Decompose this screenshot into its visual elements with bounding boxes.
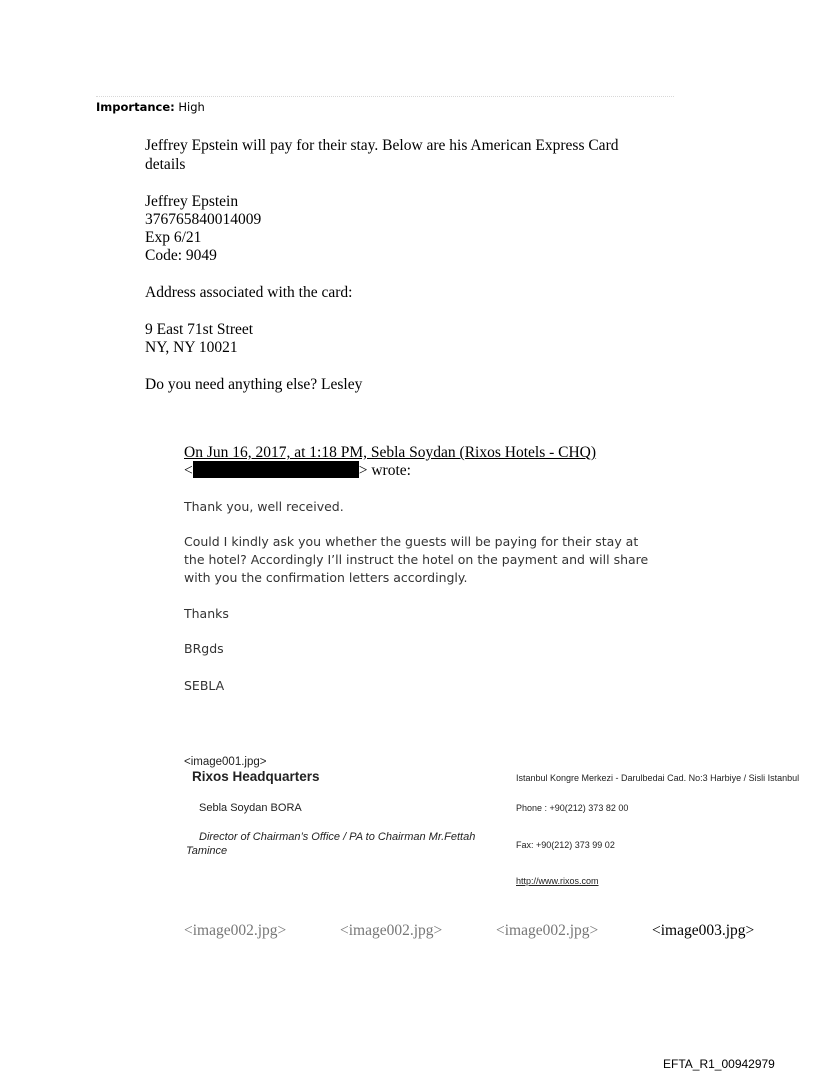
image-placeholder-1: <image002.jpg> (184, 922, 287, 939)
website-link[interactable]: http://www.rixos.com (516, 876, 599, 886)
company-name: Rixos Headquarters (192, 769, 320, 784)
signature-title-line-2: Tamince (186, 845, 228, 857)
document-id: EFTA_R1_00942979 (663, 1057, 775, 1071)
quoted-brgds: BRgds (184, 641, 224, 656)
address-intro: Address associated with the card: (145, 284, 353, 301)
body-line-2: details (145, 156, 186, 173)
quoted-paragraph-2-line-3: with you the confirmation letters accordingly. (184, 570, 468, 585)
quoted-signoff: SEBLA (184, 678, 225, 693)
card-holder-name: Jeffrey Epstein (145, 193, 239, 210)
address-line-1: 9 East 71st Street (145, 321, 254, 338)
card-code: Code: 9049 (145, 247, 217, 264)
importance-line (96, 100, 205, 114)
header-divider (96, 96, 674, 97)
quoted-header-open: < (184, 462, 193, 479)
quoted-paragraph-1: Thank you, well received. (184, 499, 344, 514)
quoted-paragraph-2-line-2: the hotel? Accordingly I’ll instruct the hotel on the payment and will share (184, 552, 649, 567)
closing-line: Do you need anything else? Lesley (145, 376, 363, 393)
card-number: 376765840014009 (145, 211, 262, 228)
signature-image-placeholder: <image001.jpg> (184, 756, 267, 768)
quoted-thanks: Thanks (184, 606, 229, 621)
quoted-header-line-1: On Jun 16, 2017, at 1:18 PM, Sebla Soydan (Rixos Hotels - CHQ) (184, 444, 597, 461)
signature-fax: Fax: +90(212) 373 99 02 (516, 840, 615, 850)
quoted-header-close: > wrote: (358, 462, 411, 479)
redaction-box (193, 461, 359, 478)
signature-phone: Phone : +90(212) 373 82 00 (516, 803, 629, 813)
company-address: Istanbul Kongre Merkezi - Darulbedai Cad. No:3 Harbiye / Sisli Istanbul (516, 773, 800, 783)
importance-label: Importance: (96, 100, 175, 114)
image-placeholder-4: <image003.jpg> (652, 922, 755, 939)
signature-person: Sebla Soydan BORA (199, 802, 302, 814)
card-expiry: Exp 6/21 (145, 229, 202, 246)
signature-title-line-1: Director of Chairman’s Office / PA to Chairman Mr.Fettah (199, 831, 476, 843)
importance-value: High (178, 100, 205, 114)
image-placeholder-2: <image002.jpg> (340, 922, 443, 939)
body-line-1: Jeffrey Epstein will pay for their stay. Below are his American Express Card (145, 137, 619, 154)
quoted-header-line-2 (184, 461, 411, 480)
address-line-2: NY, NY 10021 (145, 339, 238, 356)
quoted-paragraph-2-line-1: Could I kindly ask you whether the guests will be paying for their stay at (184, 534, 639, 549)
image-placeholder-3: <image002.jpg> (496, 922, 599, 939)
